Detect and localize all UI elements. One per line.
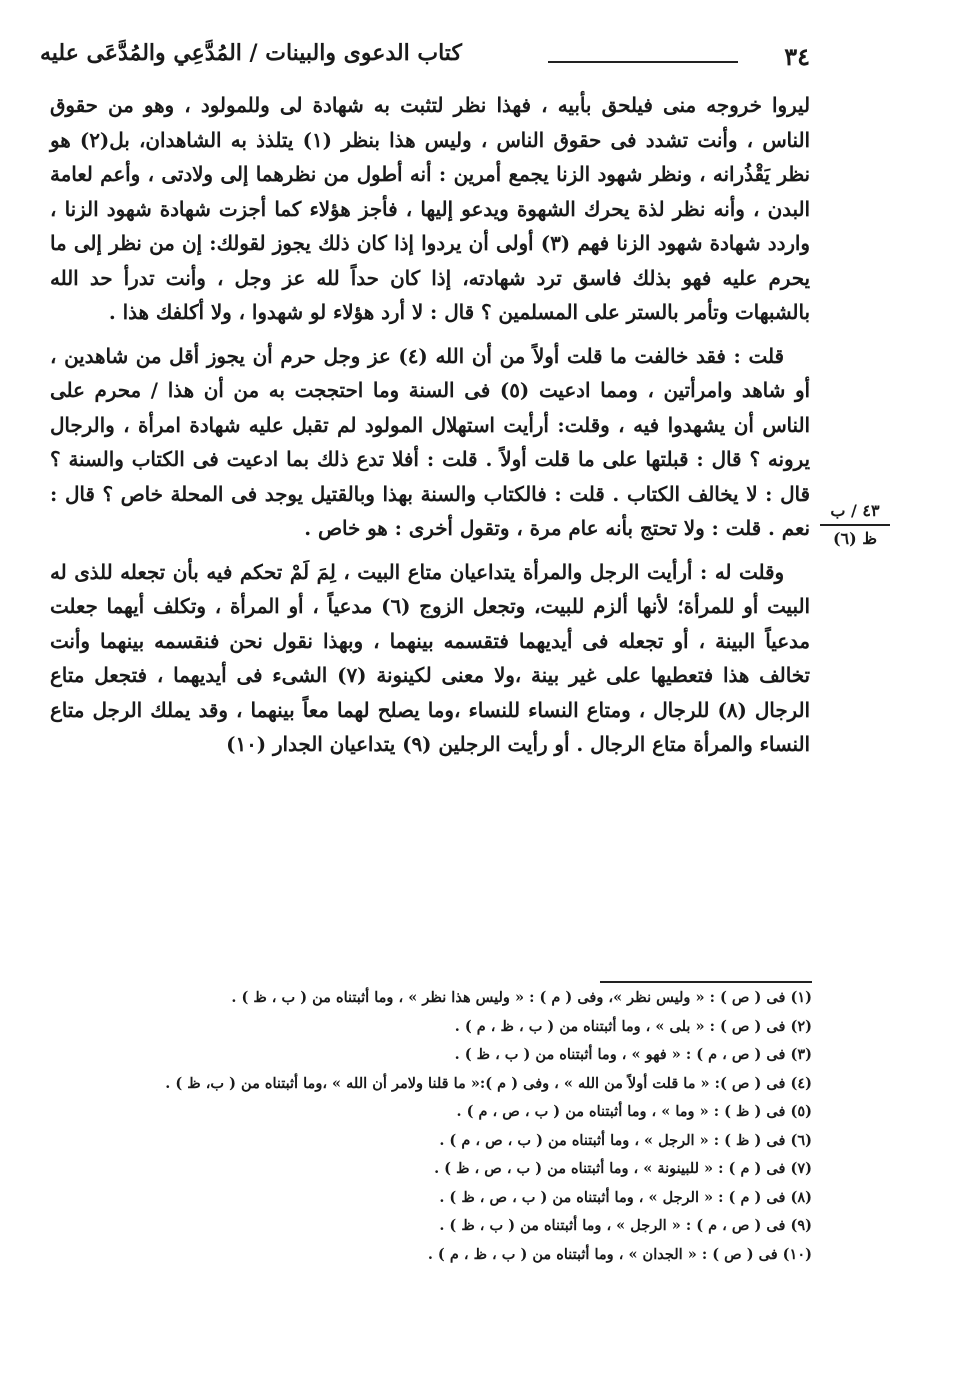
manuscript-siglum: ظ (٦) <box>832 529 878 548</box>
footnotes-list <box>52 984 812 1269</box>
footnote-item: (٨) فى ( م ) : « الرجل » ، وما أثبتناه من ( ب ، ص ، ظ ) . <box>439 1188 812 1206</box>
page-number: ٣٤ <box>784 42 810 71</box>
running-title: كتاب الدعوى والبينات / المُدَّعِي والمُدَّعَى عليه <box>40 40 462 66</box>
footnote-item: (١٠) فى ( ص ) : « الجدان » ، وما أثبتناه من ( ب ، ظ ، م ) . <box>427 1245 812 1263</box>
folio-reference: ٤٣ / ب <box>820 500 890 526</box>
footnote-item: (٧) فى ( م ) : « للبينونة » ، وما أثبتناه من ( ب ، ص ، ظ ) . <box>434 1160 812 1177</box>
header-rule <box>548 61 738 63</box>
footnote-item: (٩) فى ( ص ، م ) : « الرجل » ، وما أثبتناه من ( ب ، ظ ) . <box>439 1217 812 1234</box>
paragraph-2: قلت : فقد خالفت ما قلت أولاً من أن الله (٤) عز وجل حرم أن يجوز أقل من شاهدين ، أو شاهد وامرأتين ، ومما ادعيت (٥) فى السنة وما احتججت به من أن هذا / محرم على الناس أن يشهدوا فيه ، وقلت: أرأيت استهلال المولود لم تقبل عليه شهادة امرأة ، والرجال يرونه ؟ قال : قبلتها على ما قلت أولاً . قلت : أفلا تدع ذلك بما ادعيت فى الكتاب والسنة ؟ قال : لا يخالف الكتاب . قلت : فالكتاب والسنة بهذا وبالقتيل يوجد فى المحلة خاص ؟ قال : نعم . قلت : ولا تحتج بأنه عام مرة ، وتقول أخرى : هو خاص . <box>50 343 810 540</box>
main-text <box>50 88 810 762</box>
footnote-item: (١) فى ( ص ) : « وليس نظر »، وفى ( م ) : « وليس هذا نظر » ، وما أثبتناه من ( ب ، ظ ) . <box>231 989 812 1006</box>
footnote-item: (٢) فى ( ص ) : « بلى » ، وما أثبتناه من ( ب ، ظ ، م ) . <box>454 1017 812 1035</box>
manuscript-folio-note <box>820 500 890 550</box>
footnote-item: (٦) فى ( ظ ) : « الرجل » ، وما أثبتناه من ( ب ، ص ، م ) . <box>439 1131 812 1149</box>
footnote-item: (٥) فى ( ظ ) : « وما » ، وما أثبتناه من ( ب ، ص ، م ) . <box>456 1103 812 1120</box>
page-header <box>40 38 810 78</box>
footnote-separator <box>600 981 812 983</box>
paragraph-1: ليروا خروجه منى فيلحق بأبيه ، فهذا نظر لتثبت به شهادة لى وللمولود ، وهو من حقوق الناس ، وأنت تشدد فى حقوق الناس ، وليس هذا بنظر (١) يتلذذ به الشاهدان، بل(٢) هو نظر يَقْذُرانه ، ونظر شهود الزنا يجمع أمرين : أنه أطول من نظرهما إلى ولادتى ، وأعم لعامة البدن ، وأنه نظر لذة يحرك الشهوة ويدعو إليها ، فأجز هؤلاء كما أجزت شهادة شهود الزنا ، واردد شهادة شهود الزنا فهم (٣) أولى أن يردوا إذا كان ذلك يجوز لقولك: إن من نظر إلى ما يحرم عليه فهو بذلك فاسق ترد شهادته، إذا كان حداً لله عز وجل ، وأنت تدرأ حد الله بالشبهات وتأمر بالستر على المسلمين ؟ قال : لا أرد هؤلاء لو شهدوا ، ولا أكلفك هذا . <box>50 93 810 324</box>
footnote-item: (٣) فى ( ص ، م ) : « فهو » ، وما أثبتناه من ( ب ، ظ ) . <box>454 1046 812 1063</box>
paragraph-3: وقلت له : أرأيت الرجل والمرأة يتداعيان متاع البيت ، لِمَ لَمْ تحكم فيه بأن تجعله للذى له البيت أو للمرأة؛ لأنها ألزم للبيت، وتجعل الزوج (٦) مدعياً ، أو المرأة ، وتكلف أيهما جعلت مدعياً البينة ، أو تجعله فى أيديهما فتقسمه بينهما ، وبهذا نقول نحن فنقسمه بينهما وأنت تخالف هذا فتعطيها على غير بينة ،ولا معنى لكينونة (٧) الشىء فى أيديهما ، فتجعل متاع الرجال (٨) للرجال ، ومتاع النساء للنساء ،وما يصلح لهما معاً بينهما ، وقد يملك الرجل متاع النساء والمرأة متاع الرجال . أو رأيت الرجلين (٩) يتداعيان الجدار (١٠) <box>50 559 810 756</box>
footnote-item: (٤) فى ( ص ): « ما قلت أولاً من الله » ، وفى ( م ):« ما قلنا ولامر أن الله » ،وما أثبتناه من ( ب، ظ ) . <box>165 1074 812 1092</box>
